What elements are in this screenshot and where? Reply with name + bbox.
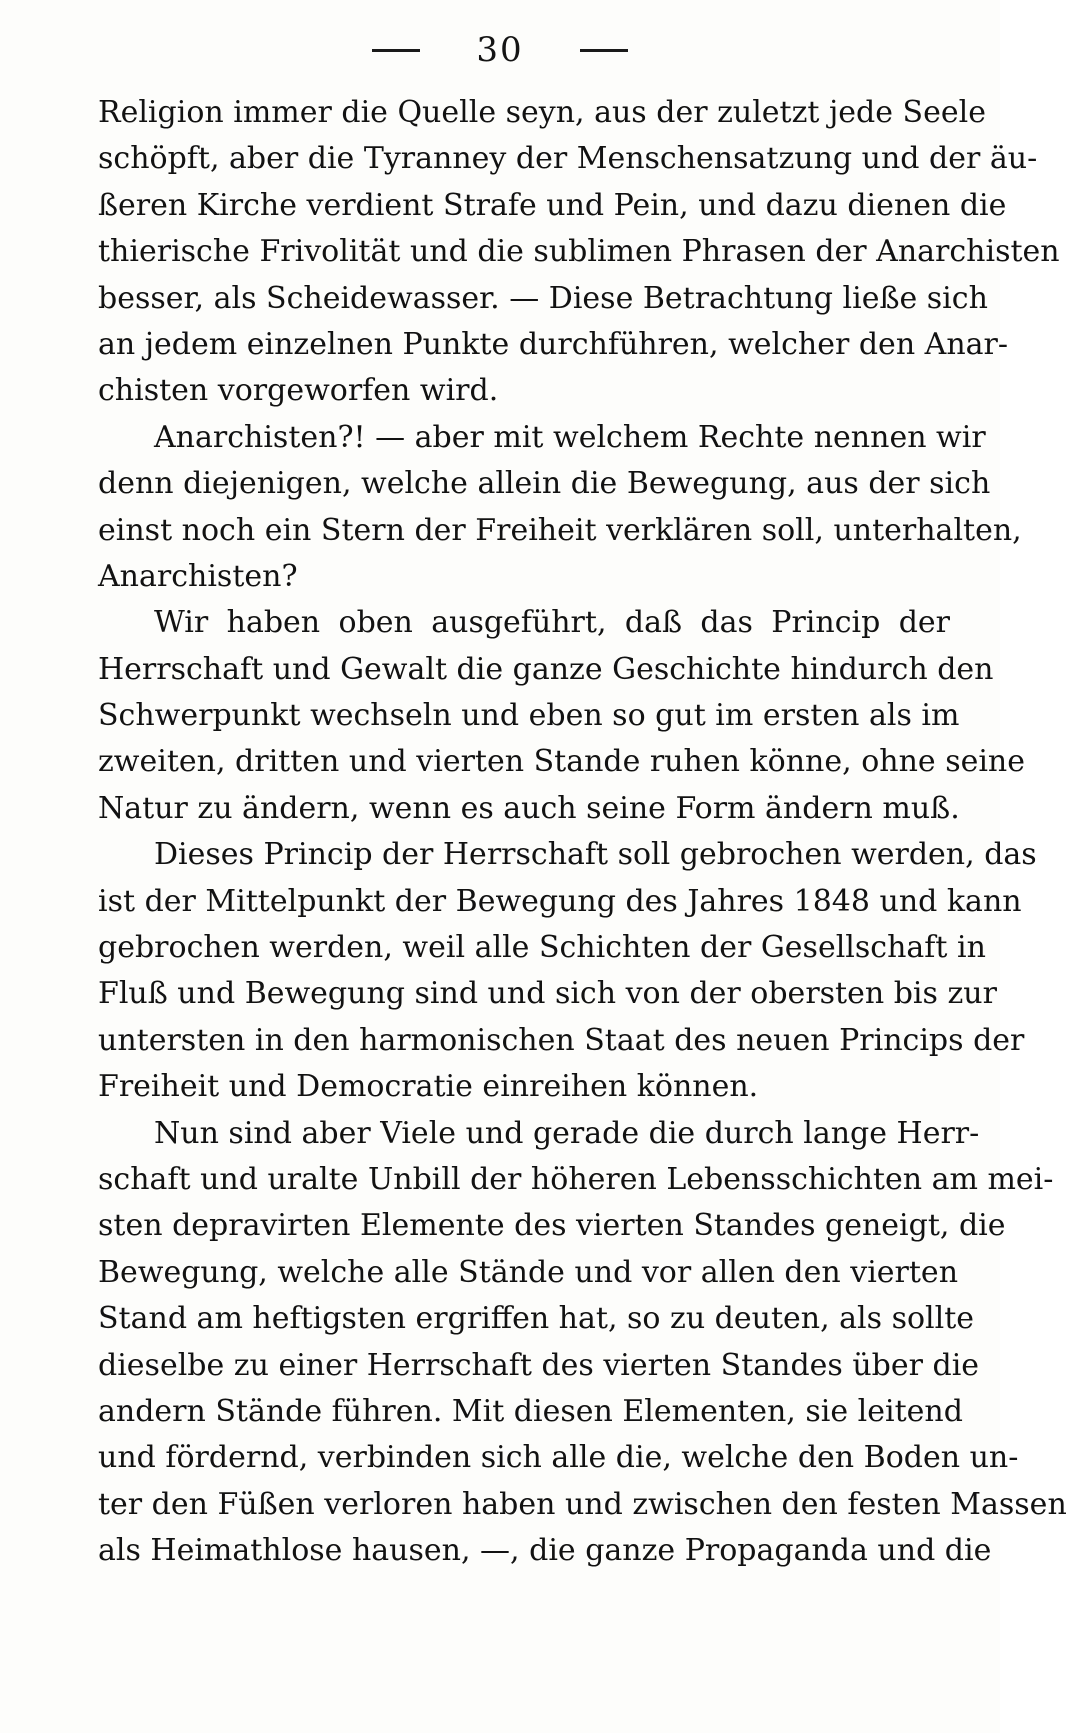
text-line: einst noch ein Stern der Freiheit verklären soll, unterhalten,	[98, 512, 1022, 548]
text-line: ßeren Kirche verdient Strafe und Pein, und dazu dienen die	[98, 187, 1007, 223]
header-dash-right	[580, 49, 628, 52]
text-line: an jedem einzelnen Punkte durchführen, welcher den Anar-	[98, 326, 1009, 362]
page-header	[0, 28, 1000, 70]
text-line: Dieses Princip der Herrschaft soll gebrochen werden, das	[154, 837, 1037, 873]
text-line: Natur zu ändern, wenn es auch seine Form ändern muß.	[98, 790, 960, 826]
text-line: besser, als Scheidewasser. — Diese Betrachtung ließe sich	[98, 280, 988, 316]
body-text	[98, 90, 1067, 1575]
text-line: schöpft, aber die Tyranney der Menschensatzung und der äu-	[98, 141, 1038, 177]
text-line: und fördernd, verbinden sich alle die, welche den Boden un-	[98, 1440, 1019, 1476]
header-dash-left	[372, 49, 420, 52]
text-line: Schwerpunkt wechseln und eben so gut im ersten als im	[98, 698, 960, 734]
paragraph	[98, 600, 1026, 832]
text-line: schaft und uralte Unbill der höheren Lebensschichten am mei-	[98, 1161, 1054, 1197]
text-line: Anarchisten?! — aber mit welchem Rechte nennen wir	[154, 419, 986, 455]
text-line: chisten vorgeworfen wird.	[98, 373, 499, 409]
text-line: Nun sind aber Viele und gerade die durch lange Herr-	[154, 1115, 980, 1151]
text-line: Bewegung, welche alle Stände und vor allen den vierten	[98, 1254, 959, 1290]
text-line: ter den Füßen verloren haben und zwischen den festen Massen	[98, 1486, 1067, 1522]
text-line: zweiten, dritten und vierten Stande ruhen könne, ohne seine	[98, 744, 1026, 780]
text-line: als Heimathlose hausen, —, die ganze Propaganda und die	[98, 1533, 992, 1569]
paragraph	[98, 90, 1060, 415]
paragraph	[98, 1111, 1067, 1575]
paragraph	[98, 415, 1022, 601]
text-line: Stand am heftigsten ergriffen hat, so zu deuten, als sollte	[98, 1301, 975, 1337]
text-line: thierische Frivolität und die sublimen Phrasen der Anarchisten	[98, 234, 1060, 270]
text-line: denn diejenigen, welche allein die Bewegung, aus der sich	[98, 466, 991, 502]
text-line: andern Stände führen. Mit diesen Elementen, sie leitend	[98, 1393, 963, 1429]
text-line: Anarchisten?	[98, 558, 298, 594]
text-line: Freiheit und Democratie einreihen können.	[98, 1069, 759, 1105]
text-line: Herrschaft und Gewalt die ganze Geschichte hindurch den	[98, 651, 994, 687]
text-line: dieselbe zu einer Herrschaft des vierten Standes über die	[98, 1347, 980, 1383]
text-line: untersten in den harmonischen Staat des neuen Princips der	[98, 1022, 1025, 1058]
text-line: Religion immer die Quelle seyn, aus der zuletzt jede Seele	[98, 95, 986, 130]
text-line: Wir haben oben ausgeführt, daß das Princip der	[154, 605, 950, 641]
text-line: Fluß und Bewegung sind und sich von der obersten bis zur	[98, 976, 997, 1012]
paragraph	[98, 832, 1037, 1110]
text-line: sten depravirten Elemente des vierten Standes geneigt, die	[98, 1208, 1006, 1244]
page-number: 30	[476, 30, 524, 70]
text-line: gebrochen werden, weil alle Schichten der Gesellschaft in	[98, 930, 986, 966]
text-line: ist der Mittelpunkt der Bewegung des Jahres 1848 und kann	[98, 883, 1022, 919]
